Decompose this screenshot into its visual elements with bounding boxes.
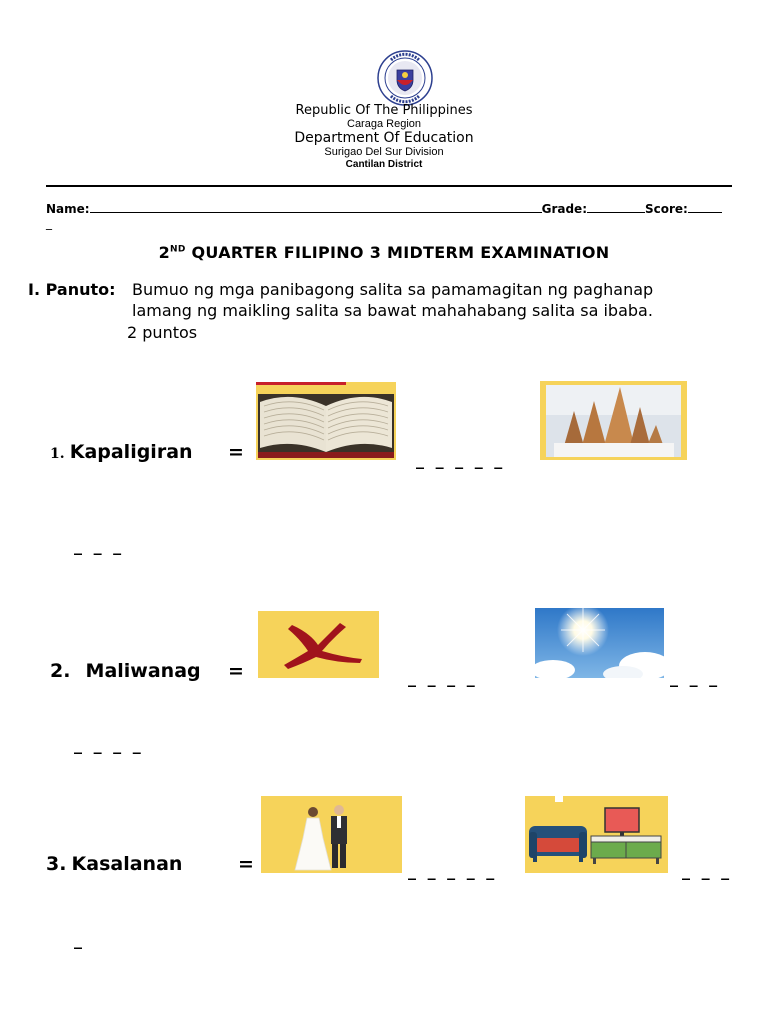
item-3-row [46,853,182,875]
item-3-blank-1[interactable]: _ _ _ _ _ [408,861,498,880]
name-field[interactable] [90,200,542,213]
name-line-tail: _ [46,216,52,230]
item-2-row [50,660,201,682]
item-1-blank-2[interactable]: _ _ _ [74,536,125,555]
sun-sky-image [535,608,664,678]
item-2-blank-3[interactable]: _ _ _ _ [74,735,144,754]
title-rest: QUARTER FILIPINO 3 MIDTERM EXAMINATION [185,243,610,262]
item-2-blank-2[interactable]: _ _ _ [670,668,721,687]
exam-title [0,243,768,262]
grade-label: Grade: [541,202,587,216]
title-prefix: 2 [158,243,171,262]
name-label: Name: [46,202,90,216]
wedding-couple-image [261,796,402,873]
item-1-blank-1[interactable]: _ _ _ _ _ [416,450,506,469]
header-division: Surigao Del Sur Division [324,146,444,158]
header-region: Caraga Region [347,118,421,130]
header-rule [46,185,732,187]
open-book-image [256,382,396,460]
grade-field[interactable] [587,200,645,213]
score-field[interactable] [688,200,722,213]
item-1-row [50,441,193,463]
item-1-number: 1. [50,446,65,462]
header-country: Republic Of The Philippines [295,103,473,118]
item-1-equals: = [228,441,244,463]
item-3-equals: = [238,853,254,875]
item-3-word: Kasalanan [71,853,183,875]
deped-seal-icon [377,50,433,106]
item-2-word: Maliwanag [85,660,201,682]
instructions-points: 2 puntos [127,323,198,342]
instructions-label: I. Panuto: [28,280,116,299]
instructions-line-1: Bumuo ng mga panibagong salita sa pamamagitan ng paghanap [132,280,654,299]
item-2-equals: = [228,660,244,682]
header-district: Cantilan District [345,159,423,170]
living-room-image [525,796,668,873]
name-grade-score-line [46,200,722,216]
ice-cream-cones-image [540,381,687,460]
title-superscript: ND [170,244,186,255]
item-2-blank-1[interactable]: _ _ _ _ [408,668,478,687]
item-3-blank-2[interactable]: _ _ _ [682,861,733,880]
item-2-number: 2. [50,660,71,682]
score-label: Score: [645,202,688,216]
instructions-line-2: lamang ng maikling salita sa bawat mahahabang salita sa ibaba. [132,301,653,320]
red-x-mark-image [258,611,379,678]
header-department: Department Of Education [294,130,474,146]
item-3-number: 3. [46,853,67,875]
item-1-word: Kapaligiran [69,441,193,463]
item-3-blank-3[interactable]: _ [74,930,85,949]
